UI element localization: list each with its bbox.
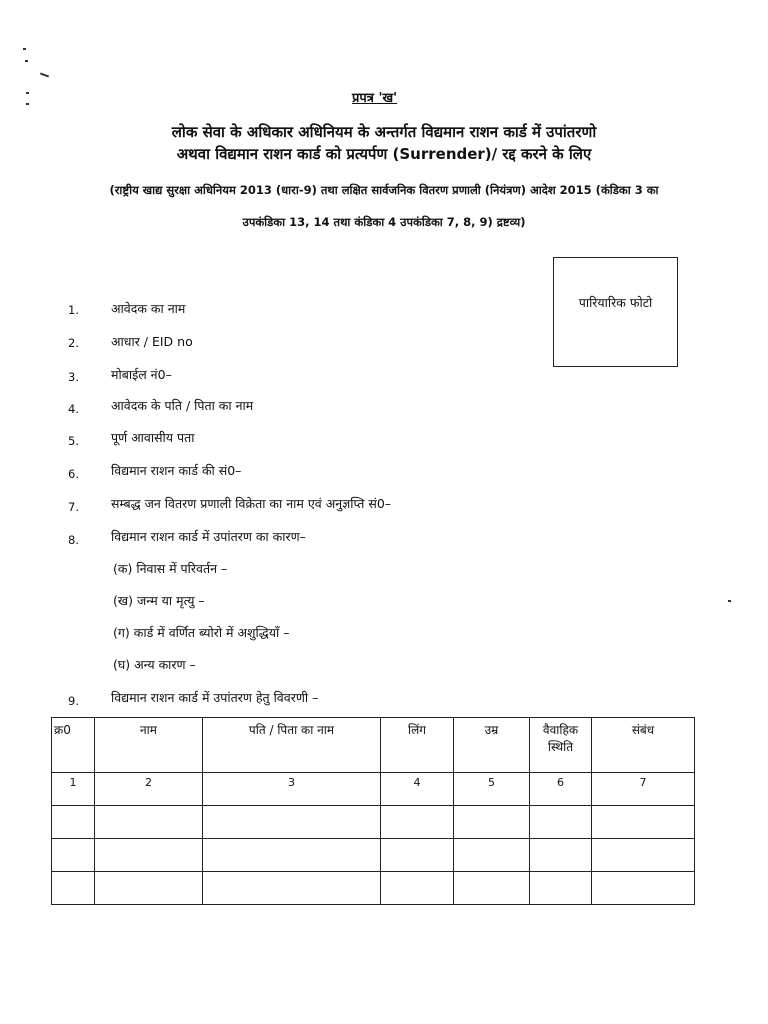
family-photo-label: पारियारिक फोटो — [578, 295, 653, 310]
item-number: 9. — [68, 694, 79, 708]
table-cell — [454, 806, 530, 839]
item-number: 1. — [68, 303, 79, 317]
title-line-2: अथवा विद्यमान राशन कार्ड को प्रत्यर्पण (Surrender)/ रद्द करने के लिए — [176, 145, 592, 163]
table-cell — [530, 872, 592, 905]
table-header-row — [52, 718, 695, 773]
table-cell — [530, 806, 592, 839]
item-number: 7. — [68, 500, 79, 514]
item-number: 6. — [68, 467, 79, 481]
item-number: 4. — [68, 402, 79, 416]
table-row — [52, 872, 695, 905]
table-cell — [454, 872, 530, 905]
table-cell — [95, 806, 203, 839]
husband-father-name-field: आवेदक के पति / पिता का नाम — [111, 398, 254, 413]
col-index: 3 — [203, 773, 381, 806]
col-header-name: नाम — [95, 718, 203, 773]
family-photo-box — [553, 257, 678, 367]
item-number: 3. — [68, 370, 79, 384]
ration-card-number-field: विद्यमान राशन कार्ड की सं0– — [111, 463, 242, 478]
col-header-gender: लिंग — [381, 718, 454, 773]
table-index-row — [52, 773, 695, 806]
col-index: 1 — [52, 773, 95, 806]
scan-mark — [25, 60, 28, 62]
modification-reason-field: विद्यमान राशन कार्ड में उपांतरण का कारण– — [111, 529, 306, 544]
col-index: 4 — [381, 773, 454, 806]
table-cell — [95, 872, 203, 905]
table-cell — [95, 839, 203, 872]
scan-mark — [40, 73, 49, 78]
col-header-relation: संबंध — [592, 718, 695, 773]
col-header-husband-father: पति / पिता का नाम — [203, 718, 381, 773]
col-header-marital-status: वैवाहिक स्थिति — [530, 718, 592, 773]
table-cell — [530, 839, 592, 872]
scan-mark — [728, 600, 731, 602]
address-field: पूर्ण आवासीय पता — [111, 430, 195, 445]
table-cell — [381, 872, 454, 905]
form-label: प्रपत्र 'ख' — [352, 91, 398, 106]
reason-birth-death: (ख) जन्म या मृत्यु – — [113, 593, 205, 608]
table-cell — [592, 806, 695, 839]
dealer-name-field: सम्बद्ध जन वितरण प्रणाली विक्रेता का नाम एवं अनुज्ञप्ति सं0– — [111, 496, 392, 511]
aadhaar-field: आधार / EID no — [111, 334, 193, 349]
col-index: 5 — [454, 773, 530, 806]
modification-details-heading: विद्यमान राशन कार्ड में उपांतरण हेतु विवरणी – — [111, 690, 319, 705]
table-cell — [52, 872, 95, 905]
table-cell — [203, 872, 381, 905]
col-index: 7 — [592, 773, 695, 806]
col-header-age: उम्र — [454, 718, 530, 773]
item-number: 2. — [68, 336, 79, 350]
reason-other: (घ) अन्य कारण – — [113, 657, 196, 672]
reference-line-1: (राष्ट्रीय खाद्य सुरक्षा अधिनियम 2013 (धारा-9) तथा लक्षित सार्वजनिक वितरण प्रणाली (नियंत्रण) आदेश 2015 (कंडिका 3 का — [109, 183, 659, 197]
col-header-serial: क्र0 — [52, 718, 95, 773]
scan-mark — [26, 92, 29, 94]
col-index: 2 — [95, 773, 203, 806]
table-cell — [381, 806, 454, 839]
table-cell — [592, 839, 695, 872]
table-cell — [52, 839, 95, 872]
col-index: 6 — [530, 773, 592, 806]
reason-residence-change: (क) निवास में परिवर्तन – — [113, 561, 228, 576]
reference-line-2: उपकंडिका 13, 14 तथा कंडिका 4 उपकंडिका 7, 8, 9) द्रष्टव्य) — [242, 215, 526, 229]
member-details-table — [51, 717, 695, 905]
table-cell — [52, 806, 95, 839]
table-cell — [454, 839, 530, 872]
mobile-field: मोबाईल नं0– — [111, 367, 172, 382]
table-cell — [381, 839, 454, 872]
reason-card-errors: (ग) कार्ड में वर्णित ब्योरो में अशुद्धियाँ – — [113, 625, 290, 640]
item-number: 5. — [68, 434, 79, 448]
applicant-name-field: आवेदक का नाम — [111, 301, 186, 316]
table-cell — [592, 872, 695, 905]
table-cell — [203, 839, 381, 872]
scan-mark — [26, 103, 29, 105]
item-number: 8. — [68, 533, 79, 547]
table-row — [52, 839, 695, 872]
scan-mark — [23, 48, 26, 50]
table-cell — [203, 806, 381, 839]
title-line-1: लोक सेवा के अधिकार अधिनियम के अन्तर्गत विद्यमान राशन कार्ड में उपांतरणो — [171, 123, 597, 141]
table-row — [52, 806, 695, 839]
